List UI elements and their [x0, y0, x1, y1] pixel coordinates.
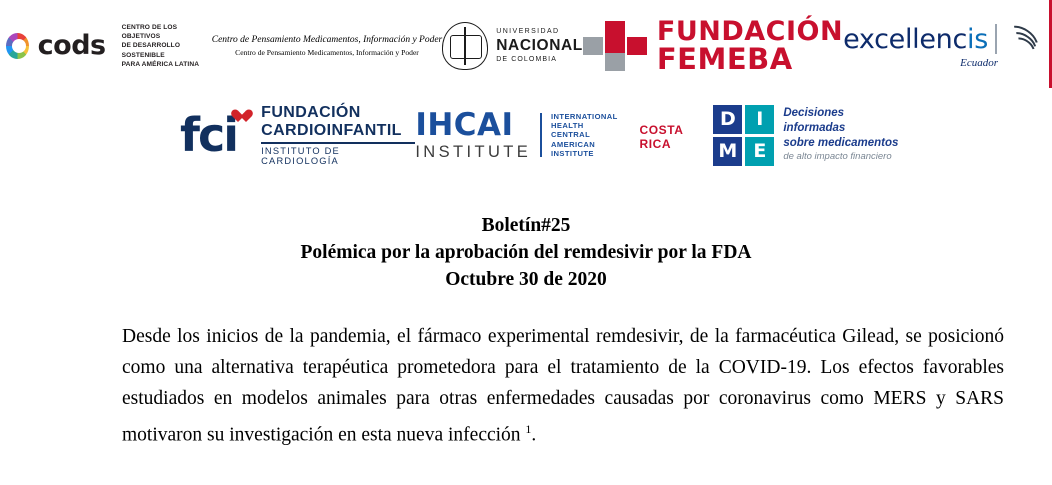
cpm-line-2: Centro de Pensamiento Medicamentos, Información y Poder [235, 48, 419, 58]
logo-centro-pensamiento [212, 35, 443, 58]
excellencis-swoosh-icon [1004, 24, 1038, 54]
femeba-word-1: FUNDACIÓN [656, 15, 844, 47]
excellencis-row [843, 24, 1038, 55]
title-line-date: Octubre 30 de 2020 [445, 269, 607, 290]
logo-band-second [0, 92, 1052, 178]
dime-line-2: sobre medicamentos [783, 137, 899, 150]
ihcai-wordmark [415, 106, 532, 161]
cods-subtitle-line-3: PARA AMÉRICA LATINA [121, 60, 200, 68]
unal-line-3: DE COLOMBIA [496, 55, 557, 63]
cpm-line-1: Centro de Pensamiento Medicamentos, Información y Poder [211, 34, 443, 45]
logo-fundacion-femeba [583, 15, 844, 77]
femeba-word-2: FEMEBA [656, 42, 793, 77]
ihcai-expansion-line-4: INSTITUTE [551, 148, 594, 158]
body-paragraph [122, 321, 1004, 451]
cods-circle-icon [6, 33, 29, 59]
footnote-marker: 1 [525, 422, 532, 436]
unal-line-2: NACIONAL [496, 37, 583, 55]
dime-letter-m: M [713, 137, 742, 166]
dime-letter-e: E [745, 137, 774, 166]
fci-line-3: INSTITUTO DE CARDIOLOGÍA [261, 145, 340, 166]
dime-letter-i: I [745, 105, 774, 134]
dime-line-1: Decisiones informadas [783, 107, 846, 135]
femeba-wordmark [656, 15, 844, 77]
dime-letter-d: D [713, 105, 742, 134]
dime-grid-icon [713, 105, 774, 166]
excellencis-divider [995, 24, 997, 54]
logo-excellencis [843, 24, 1038, 69]
body-paragraph-text: Desde los inicios de la pandemia, el fármaco experimental remdesivir, de la farmacéutica Gilead, se posicionó como una alternativa terapéutica prometedora para el tratamiento de la COVID-19. Los efectos favorables estudiados en modelos animales para otras enfermedades causadas por coronavirus como MERS y SARS motivaron su investigación en esta nueva infección [122, 326, 1004, 446]
excellencis-subtitle: Ecuador [960, 56, 998, 69]
heart-icon [234, 110, 249, 124]
logo-cods [6, 23, 212, 69]
unal-line-1: UNIVERSIDAD [496, 27, 560, 35]
ihcai-expansion-line-1: INTERNATIONAL [551, 111, 618, 121]
logo-fundacion-cardioinfantil [180, 104, 415, 166]
cods-wordmark: cods [37, 30, 106, 62]
logo-ihcai-institute [415, 106, 713, 161]
title-line-bulletin: Boletín#25 [481, 215, 571, 236]
ihcai-expansion [551, 112, 630, 158]
logo-dime [713, 105, 902, 166]
fci-wordmark [261, 104, 415, 166]
cods-subtitle [122, 23, 212, 69]
fci-letters: fci [180, 108, 238, 162]
body-paragraph-end: . [531, 424, 537, 446]
excellencis-word-main: excellenc [843, 23, 968, 55]
logo-universidad-nacional [442, 22, 583, 70]
unal-seal-icon [442, 22, 488, 70]
ihcai-heading: IHCAI [415, 106, 514, 143]
ihcai-subheading: INSTITUTE [415, 142, 532, 161]
cods-subtitle-line-2: DE DESARROLLO SOSTENIBLE [121, 42, 181, 59]
dime-line-3: de alto impacto financiero [783, 151, 892, 163]
cods-subtitle-line-1: CENTRO DE LOS OBJETIVOS [121, 23, 178, 41]
logo-band-top [0, 0, 1052, 92]
ihcai-expansion-line-2: HEALTH [551, 121, 584, 131]
fci-divider [261, 142, 415, 144]
excellencis-wordmark [843, 24, 988, 55]
ihcai-country: COSTA RICA [639, 122, 684, 151]
title-line-subject: Polémica por la aprobación del remdesivir por la FDA [300, 242, 752, 263]
document-title [0, 212, 1052, 293]
ihcai-divider [540, 113, 542, 157]
femeba-cross-icon [583, 21, 647, 71]
fci-line-1: FUNDACIÓN [261, 103, 361, 121]
dime-wordmark [783, 106, 902, 163]
fci-line-2: CARDIOINFANTIL [261, 121, 402, 139]
fci-mark-icon [180, 109, 251, 161]
excellencis-word-accent: is [967, 23, 988, 55]
ihcai-expansion-line-3: CENTRAL AMERICAN [551, 130, 596, 149]
unal-wordmark [496, 28, 583, 65]
